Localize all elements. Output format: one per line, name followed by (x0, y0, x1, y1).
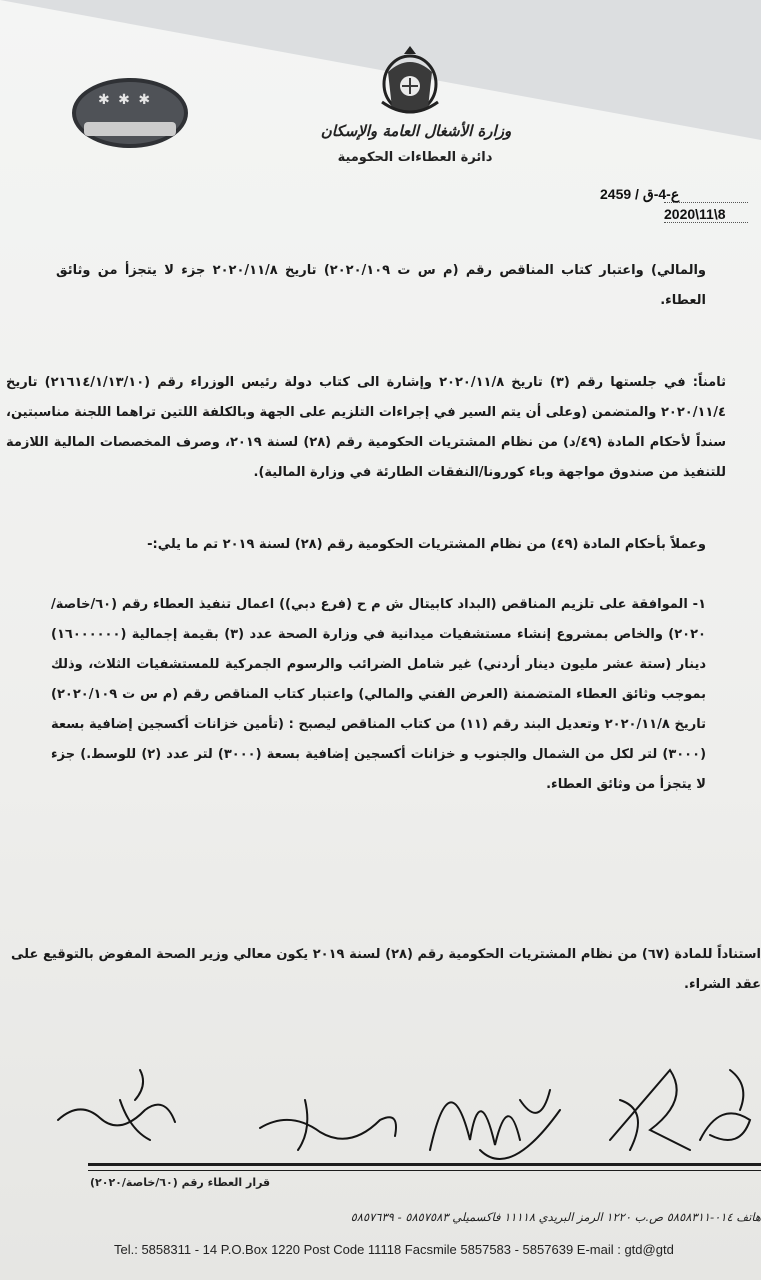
date-dotted-line (664, 222, 748, 223)
paragraph-procedure: وعملاً بأحكام المادة (٤٩) من نظام المشتريات الحكومية رقم (٢٨) لسنة ٢٠١٩ تم ما يلي:- (147, 537, 706, 552)
footer-rule-thin (88, 1170, 761, 1171)
signature-4 (610, 1070, 690, 1150)
paragraph-intro: والمالي) واعتبار كتاب المناقص رقم (م س ت ٢٠٢٠/١٠٩) تاريخ ٢٠٢٠/١١/٨ جزء لا يتجزأ من وثائق العطاء. (56, 263, 706, 308)
reference-date: 2020\11\8 (664, 206, 726, 222)
department-name: دائرة العطاءات الحكومية (337, 150, 493, 165)
stamp-stars: ✱ ✱ ✱ (98, 92, 153, 108)
signature-3 (430, 1090, 560, 1159)
signature-5 (700, 1070, 750, 1140)
reference-number: 2459 / ع-4-ق (600, 186, 680, 202)
tender-decision-label: قرار العطاء رقم (٦٠/خاصة/٢٠٢٠) (90, 1176, 271, 1189)
signature-1 (58, 1070, 175, 1140)
committee-signatures (50, 1040, 761, 1170)
footer-address-arabic: هاتف ٠١٤-٥٨٥٨٣١١ ص.ب ١٢٢٠ الرمز البريدي ١١١١٨ فاكسميلي ٥٨٥٧٥٨٣ - ٥٨٥٧٦٣٩ (350, 1210, 761, 1224)
footer-rule-thick (88, 1163, 761, 1166)
jordan-crest-icon (372, 42, 448, 118)
paragraph-eighth: ثامناً: في جلستها رقم (٣) تاريخ ٢٠٢٠/١١/٨ وإشارة الى كتاب دولة رئيس الوزراء رقم (٢١٦١٤/١/١٣/١٠) تاريخ ٢٠٢٠/١١/٤ والمتضمن (وعلى أن يتم السير في إجراءات التلزيم على الجهة وبالكلفة اللتين تراهما اللجنة مناسبتين، سنداً لأحكام المادة (٤٩/د) من نظام المشتريات الحكومية رقم (٢٨) لسنة ٢٠١٩، وصرف المخصصات المالية اللازمة للتنفيذ من صندوق مواجهة وباء كورونا/النفقات الطارئة في وزارة المالية). (6, 375, 727, 480)
department-stamp (72, 78, 188, 148)
ministry-name: وزارة الأشغال العامة والإسكان (320, 122, 512, 140)
paragraph-approval-item: ١- الموافقة على تلزيم المناقص (البداد كابيتال ش م ح (فرع دبي)) اعمال تنفيذ العطاء رقم (٦٠/خاصة/٢٠٢٠) والخاص بمشروع إنشاء مستشفيات ميدانية في وزارة الصحة عدد (٣) بقيمة إجمالية (١٦٠٠٠٠٠٠) دينار (ستة عشر مليون دينار أردني) غير شامل الضرائب والرسوم الجمركية للمستشفيات الثلاث، وذلك بموجب وثائق العطاء المتضمنة (العرض الفني والمالي) واعتبار كتاب المناقص رقم (م س ت ٢٠٢٠/١٠٩) تاريخ ٢٠٢٠/١١/٨ وتعديل البند رقم (١١) من كتاب المناقص ليصبح : (تأمين خزانات أكسجين إضافية بسعة (٣٠٠٠) لتر لكل من الشمال والجنوب و خزانات أكسجين إضافية بسعة (٣٠٠٠) لتر عدد (٢) للوسط.) جزء لا يتجزأ من وثائق العطاء. (51, 597, 707, 792)
signature-2 (260, 1100, 396, 1150)
stamp-band (84, 122, 176, 136)
paragraph-authorization: استناداً للمادة (٦٧) من نظام المشتريات الحكومية رقم (٢٨) لسنة ٢٠١٩ يكون معالي وزير الصحة المفوض بالتوقيع على عقد الشراء. (11, 947, 761, 992)
reference-dotted-line (664, 202, 748, 203)
footer-address-english: Tel.: 5858311 - 14 P.O.Box 1220 Post Code 11118 Facsmile 5857583 - 5857639 E-mail : gtd@gtd (114, 1242, 674, 1257)
